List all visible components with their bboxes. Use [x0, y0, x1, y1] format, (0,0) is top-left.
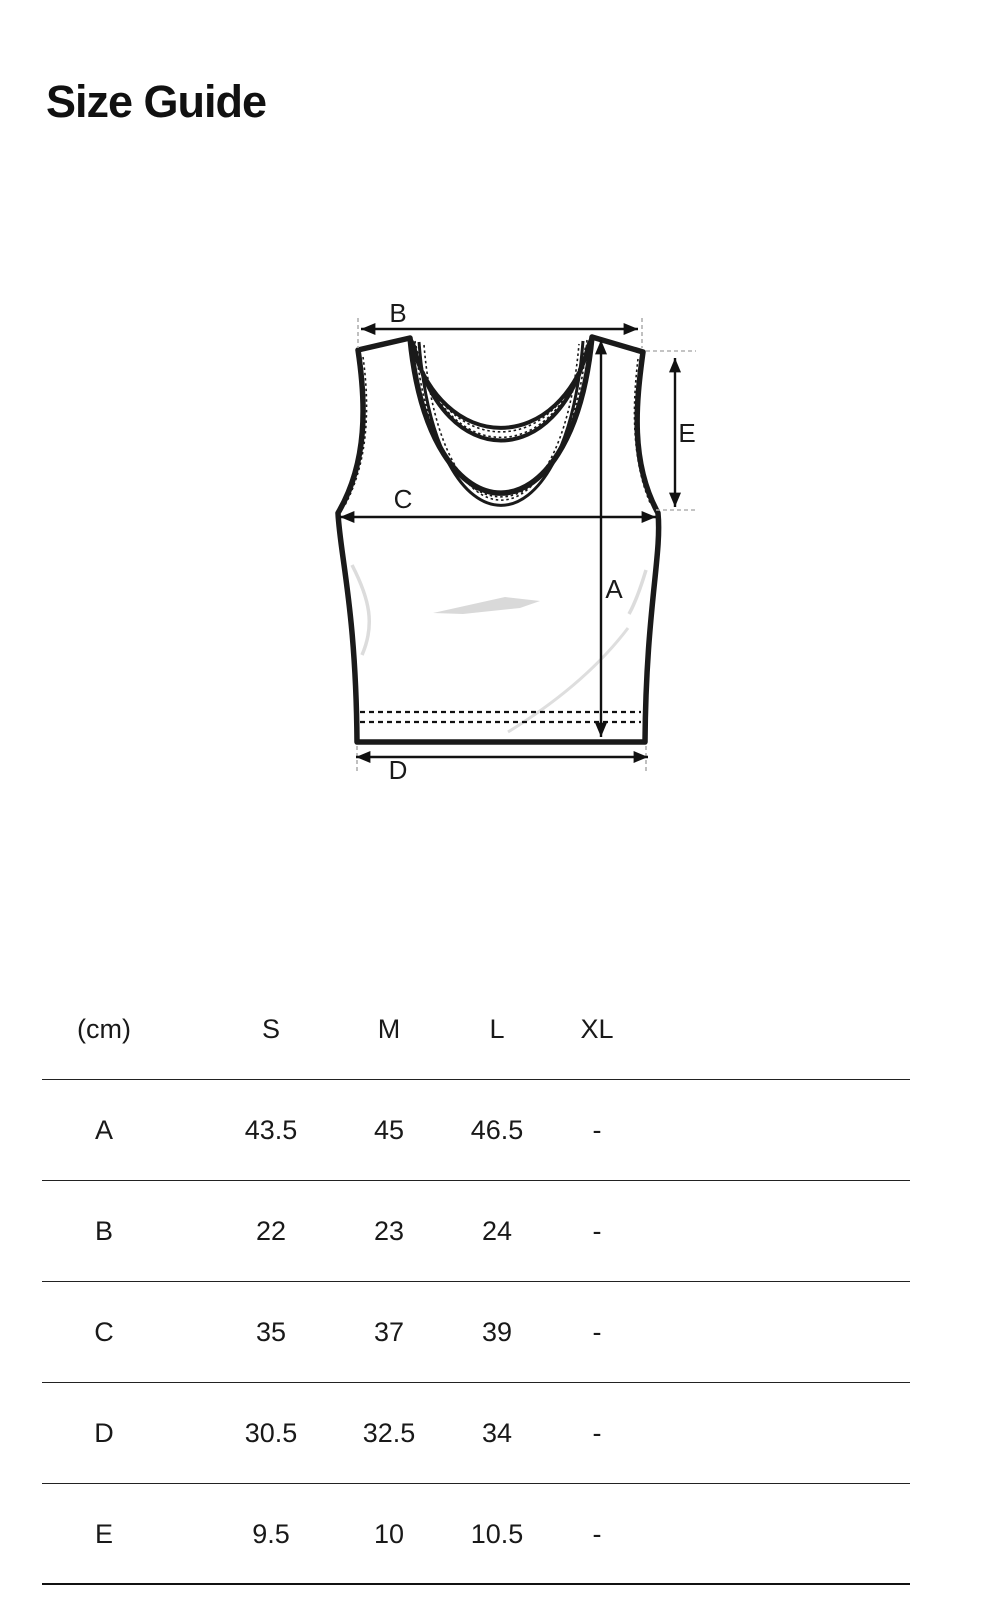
row-label: E [94, 1519, 113, 1549]
cell-value: - [592, 1115, 602, 1145]
measure-label-c: C [393, 483, 413, 514]
table-row-b [42, 1181, 910, 1282]
header-size-s: S [261, 1014, 280, 1044]
header-size-xl: XL [580, 1014, 614, 1044]
header-size-l: L [489, 1014, 505, 1044]
page-title: Size Guide [46, 76, 267, 127]
cell-value: 9.5 [252, 1519, 290, 1549]
table-header-row [42, 978, 910, 1080]
cell-value: 10 [373, 1519, 405, 1549]
cell-value: 46.5 [470, 1115, 524, 1145]
header-size-m: M [377, 1014, 401, 1044]
cell-value: - [592, 1519, 602, 1549]
size-table [42, 978, 910, 1585]
tank-top-measurement-diagram [300, 280, 720, 800]
cell-value: 30.5 [244, 1418, 298, 1448]
cell-value: 37 [373, 1317, 405, 1347]
table-row-e [42, 1484, 910, 1585]
measure-label-e: E [678, 417, 696, 448]
garment-drawing [338, 337, 659, 742]
cell-value: 45 [373, 1115, 405, 1145]
cell-value: 35 [255, 1317, 287, 1347]
measure-label-d: D [388, 754, 408, 785]
cell-value: - [592, 1317, 602, 1347]
cell-value: 34 [481, 1418, 513, 1448]
table-row-c [42, 1282, 910, 1383]
cell-value: - [592, 1418, 602, 1448]
row-label: A [94, 1115, 113, 1145]
cell-value: 39 [481, 1317, 513, 1347]
cell-value: 10.5 [470, 1519, 524, 1549]
cell-value: 23 [373, 1216, 405, 1246]
cell-value: 22 [255, 1216, 287, 1246]
cell-value: 24 [481, 1216, 513, 1246]
table-row-d [42, 1383, 910, 1484]
back-neckline-band [410, 337, 592, 441]
row-label: B [94, 1216, 113, 1246]
measure-label-b: B [389, 297, 407, 328]
measure-label-a: A [605, 573, 623, 604]
row-label: C [94, 1317, 114, 1347]
header-unit: (cm) [77, 1014, 131, 1044]
cell-value: - [592, 1216, 602, 1246]
table-row-a [42, 1080, 910, 1181]
garment-outline [338, 337, 659, 742]
cell-value: 32.5 [362, 1418, 416, 1448]
row-label: D [94, 1418, 114, 1448]
cell-value: 43.5 [244, 1115, 298, 1145]
